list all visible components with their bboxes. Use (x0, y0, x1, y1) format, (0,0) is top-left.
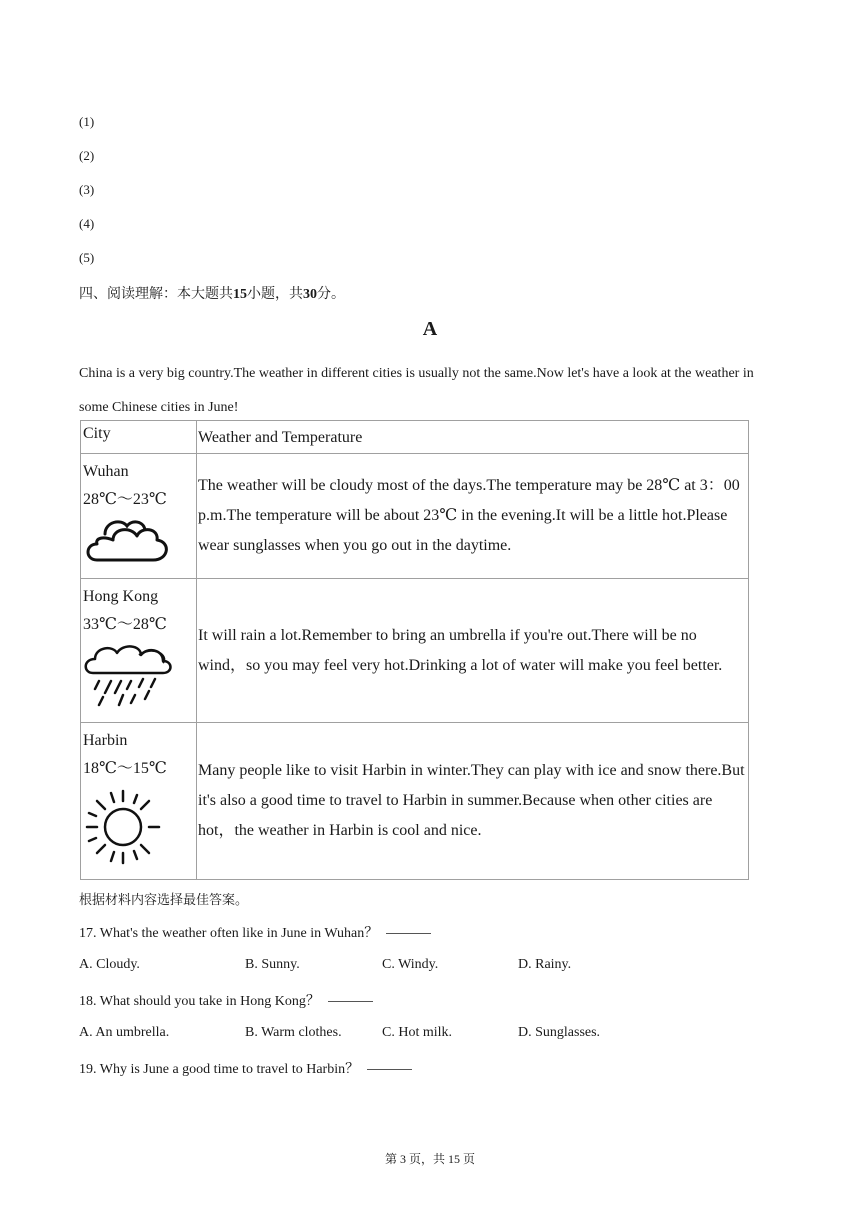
weather-cell-harbin: Many people like to visit Harbin in winter.They can play with ice and snow there.But it's also a good time to travel to Harbin in summer.Because when other cities are hot，the weather in Harbin is cool and nice. (197, 723, 749, 880)
passage-intro: China is a very big country.The weather in different cities is usually not the same.Now let's have a look at the weather in some Chinese cities in June! (79, 366, 754, 415)
option-18c[interactable]: C. Hot milk. (382, 1025, 453, 1040)
table-row (81, 579, 749, 723)
option-18d[interactable]: D. Sunglasses. (518, 1025, 601, 1040)
city-temperature: 33℃～28℃ (83, 616, 167, 633)
section-title-mid: 小题，共 (247, 287, 303, 302)
table-row (81, 723, 749, 880)
answer-line-3: (3) (79, 182, 95, 197)
city-name: Hong Kong (83, 588, 159, 605)
section-title-prefix: 四、阅读理解：本大题共 (79, 287, 233, 302)
section-question-count: 15 (233, 287, 247, 302)
question-19 (79, 1058, 412, 1078)
weather-table (80, 420, 749, 880)
answer-line-2: (2) (79, 148, 95, 163)
passage-heading: A (422, 318, 438, 340)
city-cell-hong-kong (81, 579, 197, 723)
question-17 (79, 922, 431, 942)
option-17b[interactable]: B. Sunny. (245, 957, 300, 972)
question-stem: 17. What's the weather often like in June in Wuhan？ (79, 926, 379, 941)
answer-blank[interactable] (367, 1069, 412, 1070)
weather-cell-hong-kong: It will rain a lot.Remember to bring an umbrella if you're out.There will be no wind，so you may feel very hot.Drinking a lot of water will make you feel better. (197, 579, 749, 723)
city-cell-wuhan (81, 454, 197, 579)
answer-blank[interactable] (386, 933, 431, 934)
option-17c[interactable]: C. Windy. (382, 957, 439, 972)
city-name: Harbin (83, 732, 128, 749)
option-18a[interactable]: A. An umbrella. (79, 1025, 170, 1040)
question-18 (79, 990, 373, 1010)
question-stem: 18. What should you take in Hong Kong？ (79, 994, 320, 1009)
cloud-icon (83, 514, 196, 571)
table-header-row (81, 421, 749, 454)
page-footer: 第 3 页，共 15 页 (384, 1152, 475, 1166)
city-temperature: 28℃～23℃ (83, 491, 167, 508)
city-cell-harbin (81, 723, 197, 880)
answer-blank[interactable] (328, 1001, 373, 1002)
section-title (79, 283, 345, 303)
rain-icon (83, 639, 196, 714)
sun-icon (83, 783, 196, 872)
answer-line-5: (5) (79, 250, 95, 265)
table-row (81, 454, 749, 579)
header-city-label: City (83, 425, 111, 442)
weather-cell-wuhan: The weather will be cloudy most of the days.The temperature may be 28℃ at 3：00 p.m.The temperature will be about 23℃ in the evening.It will be a little hot.Please wear sunglasses when you go out in the daytime. (197, 454, 749, 579)
instruction: 根据材料内容选择最佳答案。 (79, 892, 249, 907)
section-title-suffix: 分。 (317, 287, 345, 302)
header-weather (197, 421, 749, 454)
option-17a[interactable]: A. Cloudy. (79, 957, 140, 972)
option-18b[interactable]: B. Warm clothes. (245, 1025, 342, 1040)
section-score: 30 (303, 287, 317, 302)
city-name: Wuhan (83, 463, 129, 480)
answer-line-4: (4) (79, 216, 95, 231)
header-city (81, 421, 197, 454)
question-stem: 19. Why is June a good time to travel to Harbin？ (79, 1062, 360, 1077)
answer-line-1: (1) (79, 114, 95, 129)
option-17d[interactable]: D. Rainy. (518, 957, 572, 972)
city-temperature: 18℃～15℃ (83, 760, 167, 777)
header-weather-label: Weather and Temperature (198, 428, 363, 446)
